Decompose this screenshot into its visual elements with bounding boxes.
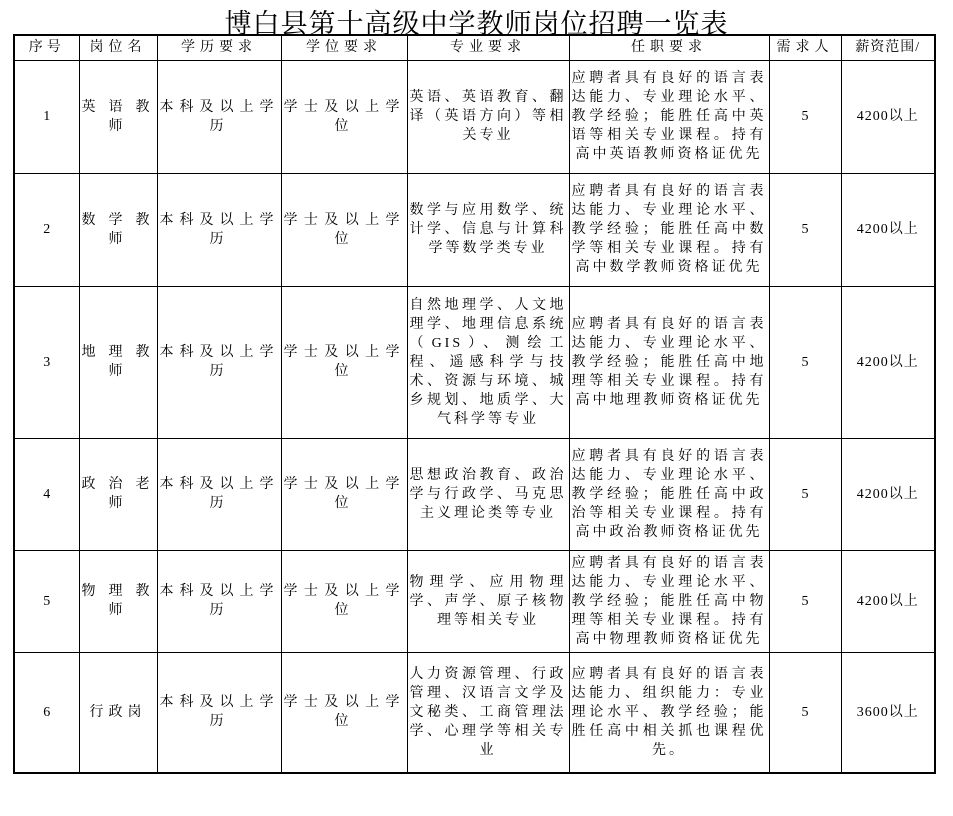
cell-major-requirement: 数学与应用数学、统计学、信息与计算科学等数学类专业 [407, 173, 569, 286]
cell-education-requirement: 本科及以上学历 [157, 173, 281, 286]
cell-degree-requirement: 学士及以上学位 [281, 438, 407, 550]
cell-salary-range: 4200以上 [841, 438, 935, 550]
table-row [14, 438, 935, 550]
cell-headcount: 5 [769, 60, 841, 173]
cell-education-requirement: 本科及以上学历 [157, 286, 281, 438]
table-row [14, 173, 935, 286]
cell-headcount: 5 [769, 652, 841, 773]
cell-row-number: 5 [14, 550, 79, 652]
column-header-education: 学历要求 [157, 35, 281, 60]
cell-salary-range: 4200以上 [841, 550, 935, 652]
column-header-position: 岗位名 [79, 35, 157, 60]
column-header-headcount: 需求人 [769, 35, 841, 60]
cell-education-requirement: 本科及以上学历 [157, 550, 281, 652]
cell-position-name: 行政岗 [79, 652, 157, 773]
cell-headcount: 5 [769, 173, 841, 286]
cell-salary-range: 3600以上 [841, 652, 935, 773]
cell-job-requirements: 应聘者具有良好的语言表达能力、专业理论水平、教学经验；能胜任高中物理等相关专业课程。持有高中物理教师资格证优先 [569, 550, 769, 652]
table-row [14, 60, 935, 173]
cell-job-requirements: 应聘者具有良好的语言表达能力、专业理论水平、教学经验；能胜任高中政治等相关专业课程。持有高中政治教师资格证优先 [569, 438, 769, 550]
cell-major-requirement: 思想政治教育、政治学与行政学、马克思主义理论类等专业 [407, 438, 569, 550]
cell-degree-requirement: 学士及以上学位 [281, 286, 407, 438]
cell-education-requirement: 本科及以上学历 [157, 438, 281, 550]
cell-education-requirement: 本科及以上学历 [157, 60, 281, 173]
table-row [14, 286, 935, 438]
table-header-row [14, 35, 935, 60]
table-row [14, 652, 935, 773]
cell-position-name: 数学教师 [79, 173, 157, 286]
cell-degree-requirement: 学士及以上学位 [281, 550, 407, 652]
recruitment-table [13, 34, 936, 774]
column-header-major: 专业要求 [407, 35, 569, 60]
cell-education-requirement: 本科及以上学历 [157, 652, 281, 773]
cell-job-requirements: 应聘者具有良好的语言表达能力、专业理论水平、教学经验；能胜任高中英语等相关专业课程。持有高中英语教师资格证优先 [569, 60, 769, 173]
cell-headcount: 5 [769, 550, 841, 652]
cell-job-requirements: 应聘者具有良好的语言表达能力、专业理论水平、教学经验；能胜任高中数学等相关专业课程。持有高中数学教师资格证优先 [569, 173, 769, 286]
cell-major-requirement: 自然地理学、人文地理学、地理信息系统（GIS）、测绘工程、遥感科学与技术、资源与环境、城乡规划、地质学、大气科学等专业 [407, 286, 569, 438]
cell-position-name: 物理教师 [79, 550, 157, 652]
cell-row-number: 3 [14, 286, 79, 438]
page-title: 博白县第十高级中学教师岗位招聘一览表 [224, 9, 729, 39]
table-body [14, 60, 935, 773]
cell-headcount: 5 [769, 286, 841, 438]
cell-row-number: 4 [14, 438, 79, 550]
cell-degree-requirement: 学士及以上学位 [281, 173, 407, 286]
cell-row-number: 2 [14, 173, 79, 286]
cell-salary-range: 4200以上 [841, 286, 935, 438]
cell-position-name: 地理教师 [79, 286, 157, 438]
cell-row-number: 1 [14, 60, 79, 173]
cell-job-requirements: 应聘者具有良好的语言表达能力、专业理论水平、教学经验；能胜任高中地理等相关专业课程。持有高中地理教师资格证优先 [569, 286, 769, 438]
cell-major-requirement: 英语、英语教育、翻译（英语方向）等相关专业 [407, 60, 569, 173]
cell-position-name: 英语教师 [79, 60, 157, 173]
column-header-salary: 薪资范围/ [841, 35, 935, 60]
cell-headcount: 5 [769, 438, 841, 550]
cell-major-requirement: 人力资源管理、行政管理、汉语言文学及文秘类、工商管理法学、心理学等相关专业 [407, 652, 569, 773]
column-header-degree: 学位要求 [281, 35, 407, 60]
cell-position-name: 政治老师 [79, 438, 157, 550]
cell-degree-requirement: 学士及以上学位 [281, 652, 407, 773]
table-row [14, 550, 935, 652]
column-header-requirements: 任职要求 [569, 35, 769, 60]
cell-degree-requirement: 学士及以上学位 [281, 60, 407, 173]
cell-major-requirement: 物理学、应用物理学、声学、原子核物理等相关专业 [407, 550, 569, 652]
cell-salary-range: 4200以上 [841, 173, 935, 286]
cell-salary-range: 4200以上 [841, 60, 935, 173]
cell-row-number: 6 [14, 652, 79, 773]
cell-job-requirements: 应聘者具有良好的语言表达能力、组织能力：专业理论水平、教学经验；能胜任高中相关抓也课程优先。 [569, 652, 769, 773]
column-header-no: 序号 [14, 35, 79, 60]
